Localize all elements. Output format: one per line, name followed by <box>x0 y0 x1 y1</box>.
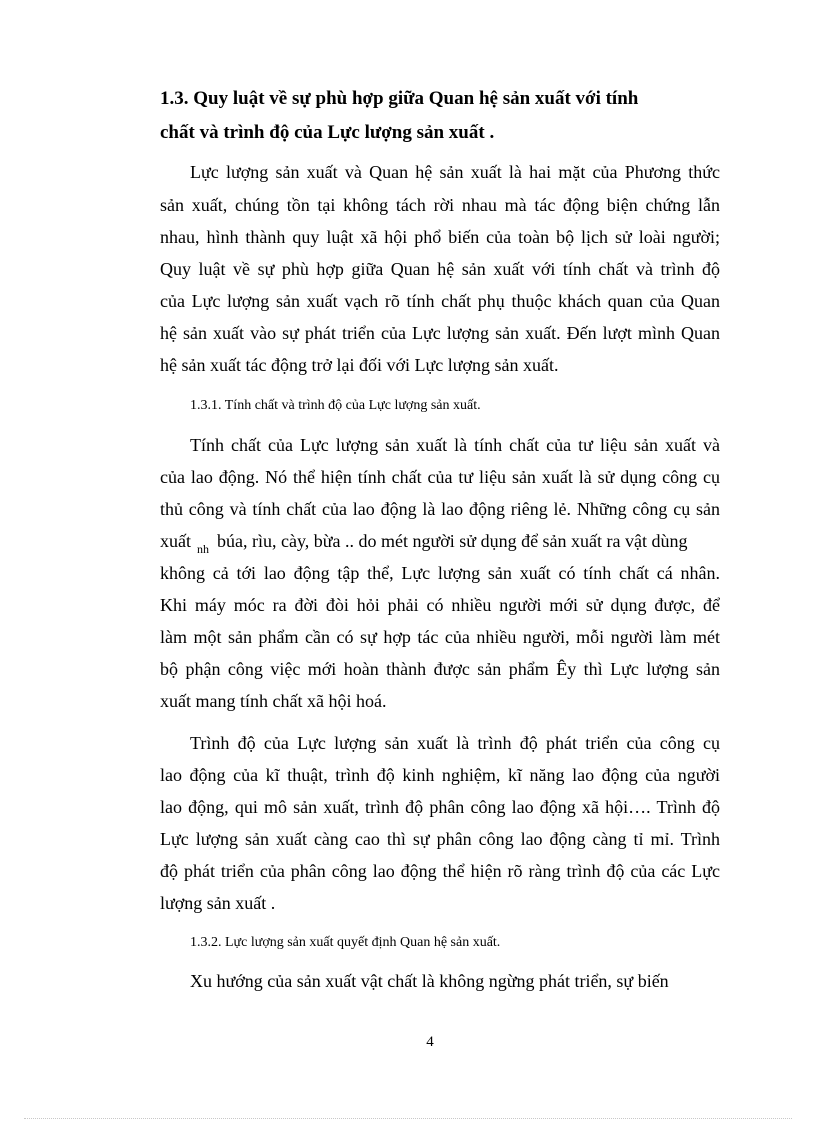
para2-line-4 <box>160 531 720 559</box>
para3-line: lượng sản xuất . <box>160 893 276 913</box>
para3-line: lao động, qui mô sản xuất, trình độ phân công lao động xã hội…. Trình độ <box>160 797 720 817</box>
para2-line: Tính chất của Lực lượng sản xuất là tính chất của tư liệu sản xuất và <box>190 435 720 455</box>
para1-line: hệ sản xuất tác động trở lại đối với Lực lượng sản xuất. <box>160 355 559 375</box>
para2-line-4-start: xuất <box>160 531 191 551</box>
section-heading-line-2: chất và trình độ của Lực lượng sản xuất . <box>160 122 495 143</box>
para1-line: của Lực lượng sản xuất vạch rõ tính chất phụ thuộc khách quan của Quan <box>160 291 720 311</box>
para3-line: lao động của kĩ thuật, trình độ kinh nghiệm, kĩ năng lao động của người <box>160 765 720 785</box>
para1-line: Lực lượng sản xuất và Quan hệ sản xuất là hai mặt của Phương thức <box>190 162 720 182</box>
para1-line: nhau, hình thành quy luật xã hội phổ biến của toàn bộ lịch sử loài người; <box>160 227 720 247</box>
para2-line: Khi máy móc ra đời đòi hỏi phải có nhiều người mới sử dụng được, để <box>160 595 720 615</box>
subsection-heading-1-3-1: 1.3.1. Tính chất và trình độ của Lực lượng sản xuất. <box>190 398 481 413</box>
para2-line-4-fragment: nh <box>197 542 209 556</box>
para2-line: không cả tới lao động tập thể, Lực lượng sản xuất có tính chất cá nhân. <box>160 563 720 583</box>
para2-line-4-rest: búa, rìu, cày, bừa .. do mét người sử dụng để sản xuất ra vật dùng <box>217 531 688 551</box>
page-bottom-divider <box>24 1118 792 1119</box>
para1-line: hệ sản xuất vào sự phát triển của Lực lượng sản xuất. Đến lượt mình Quan <box>160 323 720 343</box>
para1-line: Quy luật về sự phù hợp giữa Quan hệ sản xuất với tính chất và trình độ <box>160 259 720 279</box>
para2-line: của lao động. Nó thể hiện tính chất của tư liệu sản xuất là sử dụng công cụ <box>160 467 720 487</box>
subsection-heading-1-3-2: 1.3.2. Lực lượng sản xuất quyết định Quan hệ sản xuất. <box>190 935 501 950</box>
page-number: 4 <box>426 1034 434 1050</box>
para2-line: xuất mang tính chất xã hội hoá. <box>160 691 387 711</box>
para1-line: sản xuất, chúng tồn tại không tách rời nhau mà tác động biện chứng lẫn <box>160 195 720 215</box>
para3-line: Trình độ của Lực lượng sản xuất là trình độ phát triển của công cụ <box>190 733 720 753</box>
para3-line: độ phát triển của phân công lao động thể hiện rõ ràng trình độ của các Lực <box>160 861 720 881</box>
section-heading-line-1: 1.3. Quy luật về sự phù hợp giữa Quan hệ sản xuất với tính <box>160 88 639 109</box>
para2-line: thủ công và tính chất của lao động là lao động riêng lẻ. Những công cụ sản <box>160 499 720 519</box>
para4-line: Xu hướng của sản xuất vật chất là không ngừng phát triển, sự biến <box>190 971 669 991</box>
para2-line: làm một sản phẩm cần có sự hợp tác của nhiều người, mỗi người làm mét <box>160 627 720 647</box>
para3-line: Lực lượng sản xuất càng cao thì sự phân công lao động càng tỉ mỉ. Trình <box>160 829 720 849</box>
para2-line: bộ phận công việc mới hoàn thành được sản phẩm Êy thì Lực lượng sản <box>160 659 720 679</box>
